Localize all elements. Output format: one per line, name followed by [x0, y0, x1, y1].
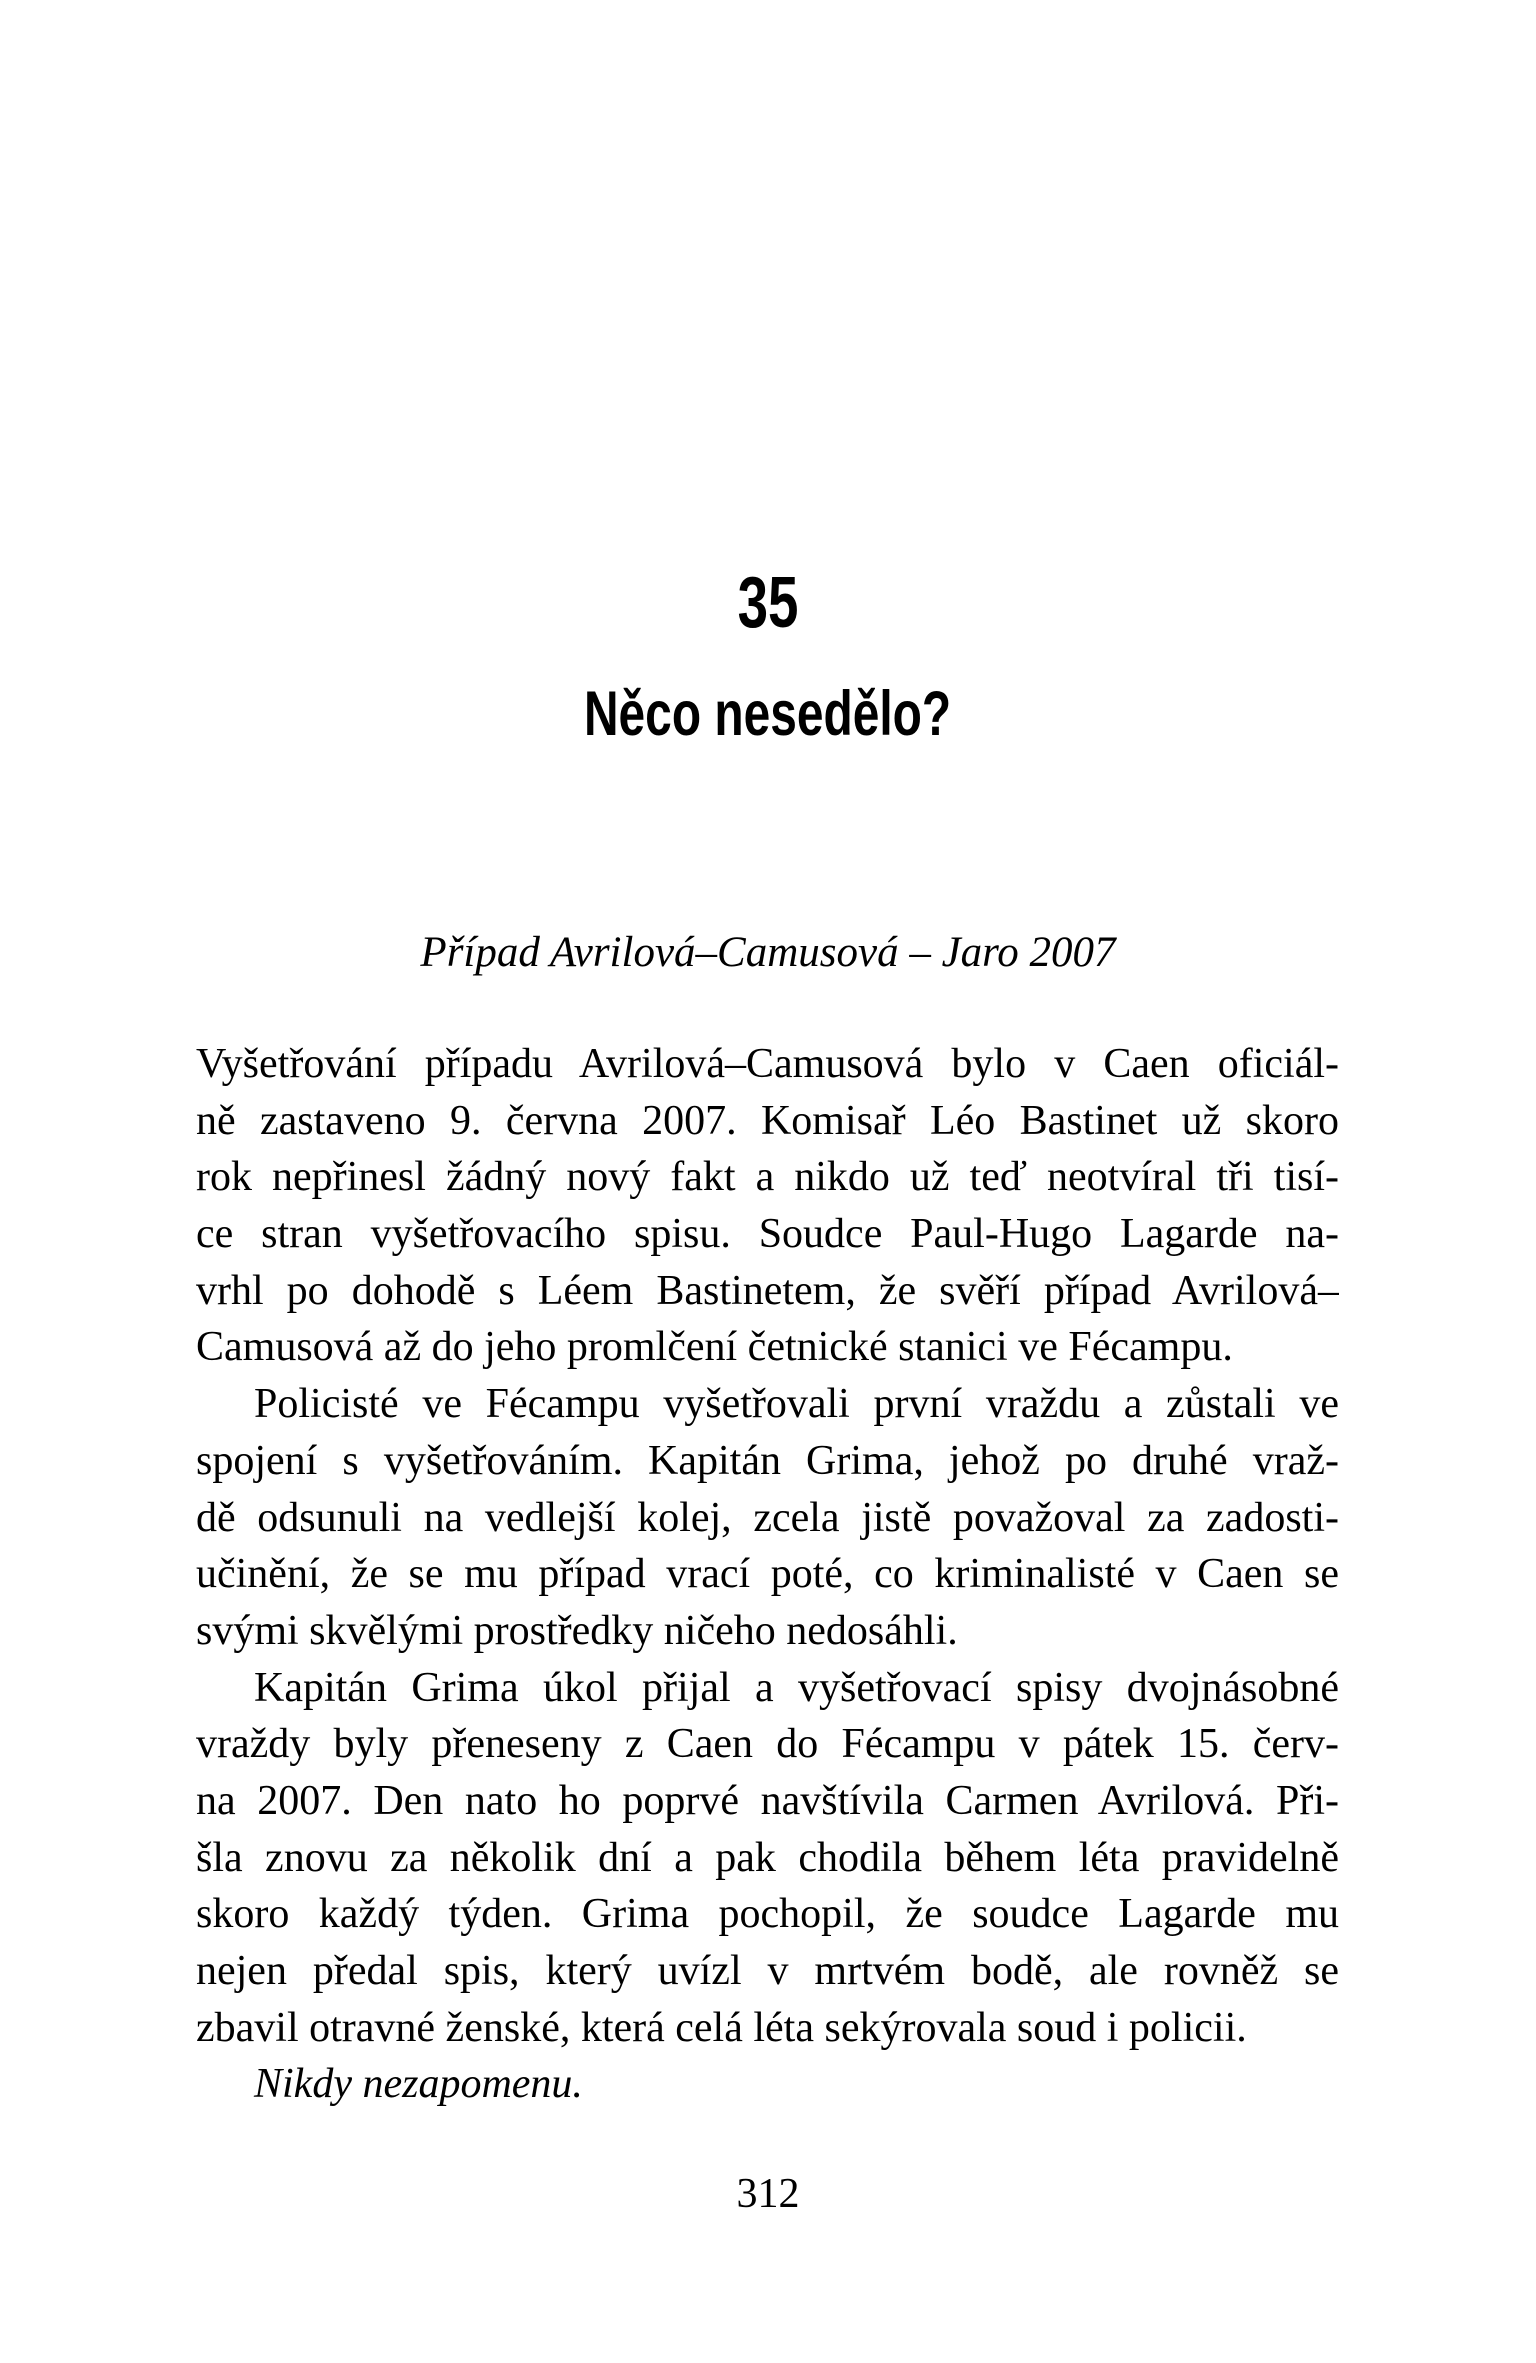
text-line: učinění, že se mu případ vrací poté, co kriminalisté v Caen se [196, 1551, 1339, 1598]
page-number: 312 [736, 2171, 800, 2217]
text-line: šla znovu za několik dní a pak chodila během léta pravidelně [196, 1834, 1339, 1881]
text-line: zbavil otravné ženské, která celá léta sekýrovala soud i policii. [196, 2004, 1247, 2051]
text-line: spojení s vyšetřováním. Kapitán Grima, jehož po druhé vraž- [196, 1437, 1339, 1484]
text-line: nejen předal spis, který uvízl v mrtvém bodě, ale rovněž se [196, 1948, 1339, 1994]
text-line: Nikdy nezapomenu. [254, 2061, 583, 2108]
text-line: svými skvělými prostředky ničeho nedosáhli. [196, 1607, 958, 1654]
text-line: skoro každý týden. Grima pochopil, že soudce Lagarde mu [196, 1891, 1339, 1938]
text-line: dě odsunuli na vedlejší kolej, zcela jistě považoval za zadosti- [196, 1494, 1339, 1541]
text-line: vrhl po dohodě s Léem Bastinetem, že svěří případ Avrilová– [196, 1267, 1339, 1314]
text-line: ce stran vyšetřovacího spisu. Soudce Paul-Hugo Lagarde na- [196, 1211, 1339, 1258]
chapter-title [0, 679, 1536, 749]
text-line: Kapitán Grima úkol přijal a vyšetřovací spisy dvojnásobné [254, 1664, 1339, 1711]
chapter-number [0, 563, 1536, 643]
text-line: rok nepřinesl žádný nový fakt a nikdo už teď neotvíral tři tisí- [196, 1154, 1339, 1201]
chapter-number-text: 35 [737, 563, 799, 643]
text-line: Vyšetřování případu Avrilová–Camusová bylo v Caen oficiál- [196, 1041, 1339, 1087]
text-line: na 2007. Den nato ho poprvé navštívila Carmen Avrilová. Při- [196, 1777, 1339, 1824]
text-line: ně zastaveno 9. června 2007. Komisař Léo Bastinet už skoro [196, 1097, 1339, 1144]
chapter-subtitle: Případ Avrilová–Camusová – Jaro 2007 [420, 929, 1116, 976]
text-line: Camusová až do jeho promlčení četnické stanici ve Fécampu. [196, 1324, 1233, 1371]
body-text [196, 1036, 1339, 2113]
chapter-title-text: Něco nesedělo? [584, 679, 952, 749]
text-line: Policisté ve Fécampu vyšetřovali první vraždu a zůstali ve [254, 1381, 1339, 1428]
text-line: vraždy byly přeneseny z Caen do Fécampu v pátek 15. červ- [196, 1721, 1339, 1768]
